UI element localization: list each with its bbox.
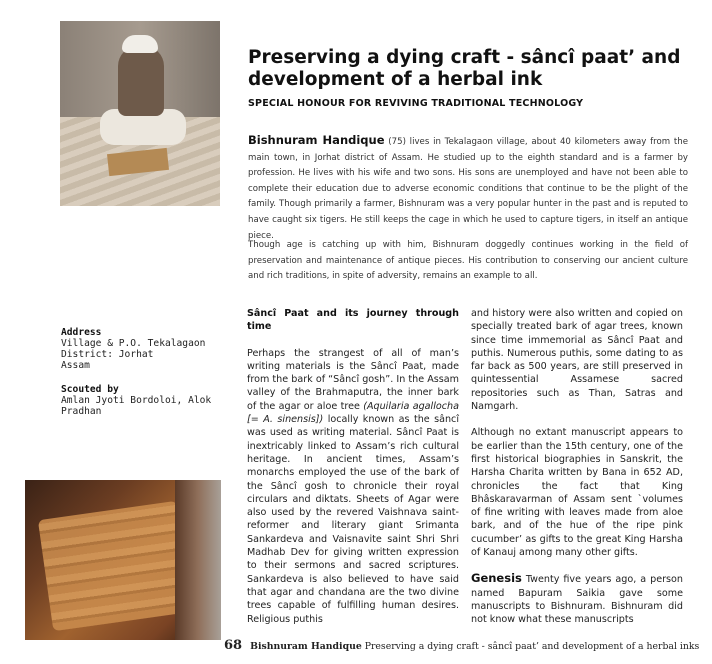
address-line-2: District: Jorhat — [61, 349, 154, 360]
address-line-1: Village & P.O. Tekalagaon — [61, 338, 206, 349]
page-title: Preserving a dying craft - sâncî paat’ and development of a herbal ink — [248, 47, 681, 90]
col1-text-a: Perhaps the strangest of all of man’s writing materials is the Sâncî Paat, made from the bark of “Sâncî gosh”. In the Assam valley of the Brahmaputra, the inner bark of the agar or aloe tree — [247, 347, 459, 412]
portrait-photo — [60, 21, 220, 206]
col1-text-b: locally known as the sâncî was used as writing material. Sâncî Paat is inextricably linked to Assam’s rich cultural heritage. In ancient times, Assam’s monarchs employed the use of the bark of the Sâncî gosh to chronicle their royal circulars and diktats. Sheets of Agar were also used by the revered Vaishnava saint-reformer and literary giant Srimanta Sankardeva and Vaisnavite saint Shri Shri Madhab Dev for giving written expression to their sermons and sacred scriptures. Sankardeva is also believed to have said that agar and chandana are the two divine trees capable of fulfilling human desires. Religious puthis — [247, 414, 459, 625]
body-column-2 — [471, 307, 683, 640]
intro-paragraph-1 — [248, 133, 688, 244]
address-line-3: Assam — [61, 360, 90, 371]
intro-paragraph-2: Though age is catching up with him, Bishnuram doggedly continues working in the field of preservation and maintenance of antique pieces. His contribution to conserving our ancient culture and rich traditions, in spite of adversity, remains an example to all. — [248, 240, 688, 282]
body-column-1 — [247, 307, 459, 639]
col1-text-italic: (Aquilaria agallocha [= A. sinensis]) — [247, 400, 459, 426]
manuscript-photo — [25, 480, 221, 640]
section-heading-genesis: Genesis — [471, 571, 522, 586]
col2-paragraph-2: Although no extant manuscript appears to be earlier than the 15th century, one of the first historical biographies in Sanskrit, the Harsha Charita written by Bana in 652 AD, chronicles the fact that King Bhâskaravarman of Assam sent `volumes of fine writing with leaves made from aloe bark, and of the hue of the ripe pink cucumber’ as gifts to the great King Harsha of Kanauj among many other gifts. — [471, 427, 683, 559]
photo-person — [118, 46, 164, 116]
scouted-heading: Scouted by — [61, 384, 119, 395]
page-subtitle: SPECIAL HONOUR FOR REVIVING TRADITIONAL TECHNOLOGY — [248, 98, 584, 109]
photo-turban — [122, 35, 158, 53]
photo-hand — [175, 480, 221, 640]
col2-paragraph-3 — [471, 572, 683, 626]
col1-paragraph — [247, 347, 459, 626]
section-heading-sanci-paat: Sâncî Paat and its journey through time — [247, 308, 459, 333]
footer-name: Bishnuram Handique — [250, 641, 362, 652]
address-heading: Address — [61, 327, 102, 338]
footer-title: Preserving a dying craft - sâncî paat’ and development of a herbal inks — [361, 641, 700, 652]
page-number: 68 — [224, 638, 243, 653]
intro-name: Bishnuram Handique — [248, 133, 385, 147]
photo-manuscript-leaf — [38, 501, 192, 631]
col2-paragraph-1: and history were also written and copied on specially treated bark of agar trees, known since time immemorial as Sâncî Paat and puthis. Numerous puthis, some dating to as far back as 500 years, are still preserved in quintessential Assamese sacred repositories such as Than, Satras and Namgarh. — [471, 308, 683, 413]
col2-text-3: Twenty five years ago, a person named Bapuram Saikia gave some manuscripts to Bishnuram. Bishnuram did not know what these manuscripts — [471, 574, 683, 626]
scouted-block — [61, 384, 231, 417]
intro-text-1: (75) lives in Tekalagaon village, about 40 kilometers away from the main town, in Jorhat district of Assam. He studied up to the eighth standard and is a farmer by profession. He lives with his wife and two sons. His sons are unemployed and have not been able to complete their education due to adverse economic conditions that continue to be the plight of the family. Though primarily a farmer, Bishnuram was a very popular hunter in the past and is reputed to have caught six tigers. He still keeps the cage in which he used to capture tigers, in itself an antique piece. — [248, 137, 689, 241]
scouted-names: Amlan Jyoti Bordoloi, Alok Pradhan — [61, 395, 212, 417]
page-footer — [224, 638, 704, 653]
address-block — [61, 327, 231, 371]
